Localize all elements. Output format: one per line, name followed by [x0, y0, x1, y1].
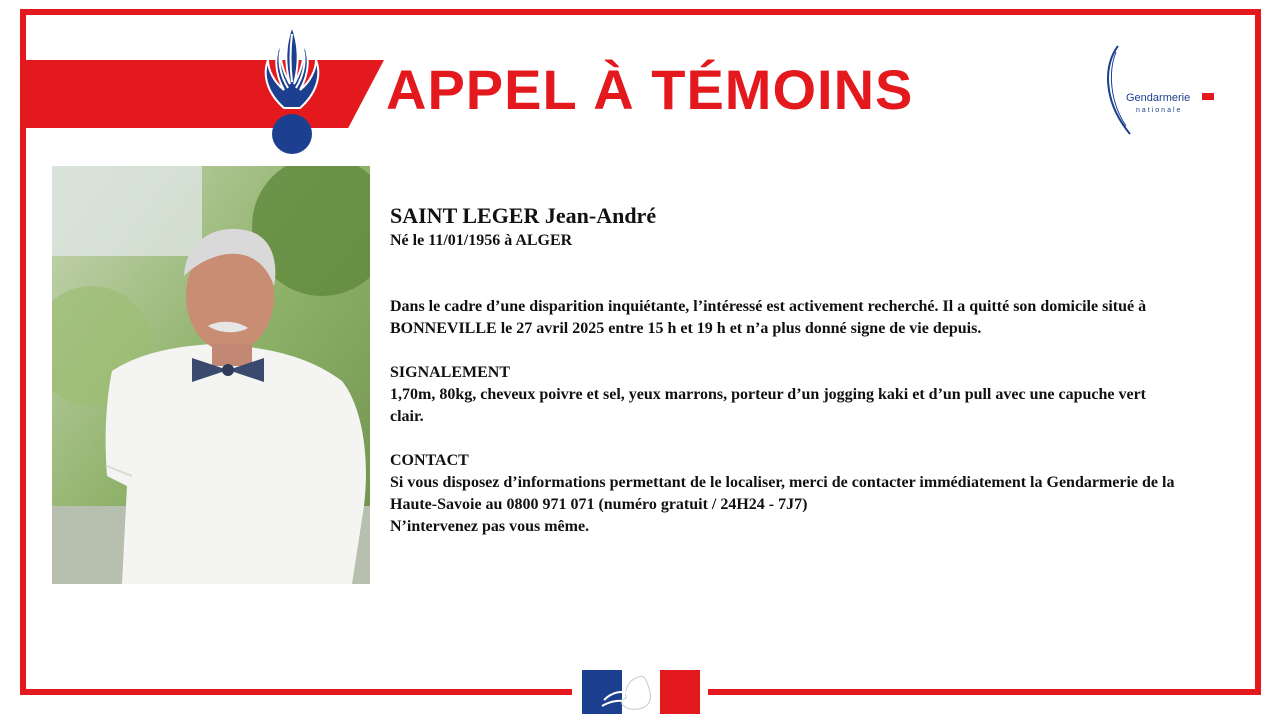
contact-text: Si vous disposez d’informations permettant de le localiser, merci de contacter immédiatement la Gendarmerie de la Haute-Savoie au 0800 971 071 (numéro gratuit / 24H24 - 7J7) [390, 474, 1175, 513]
contact-heading: CONTACT [390, 452, 469, 469]
page-title: APPEL À TÉMOINS [386, 58, 914, 121]
notice-text-block [390, 202, 1180, 538]
gendarmerie-logo-text: Gendarmerie [1126, 92, 1191, 104]
birth-info: Né le 11/01/1956 à ALGER [390, 232, 573, 249]
missing-person-photo [52, 166, 370, 584]
intro-paragraph: Dans le cadre d’une disparition inquiétante, l’intéressé est activement recherché. Il a quitté son domicile situé à BONNEVILLE le 27 avril 2025 entre 15 h et 19 h et n’a plus donné signe de vie depuis. [390, 298, 1147, 337]
nationale-logo-text: nationale [1136, 107, 1183, 114]
gendarmerie-nationale-logo [1100, 42, 1220, 138]
header-red-band [26, 60, 384, 128]
signalement-heading: SIGNALEMENT [390, 364, 511, 381]
marianne-logo [582, 670, 700, 714]
warning-text: N’intervenez pas vous même. [390, 518, 590, 535]
person-name: SAINT LEGER Jean-André [390, 203, 657, 228]
grenade-emblem-icon [256, 22, 328, 158]
signalement-text: 1,70m, 80kg, cheveux poivre et sel, yeux marrons, porteur d’un jogging kaki et d’un pull avec une capuche vert clair. [390, 386, 1147, 425]
